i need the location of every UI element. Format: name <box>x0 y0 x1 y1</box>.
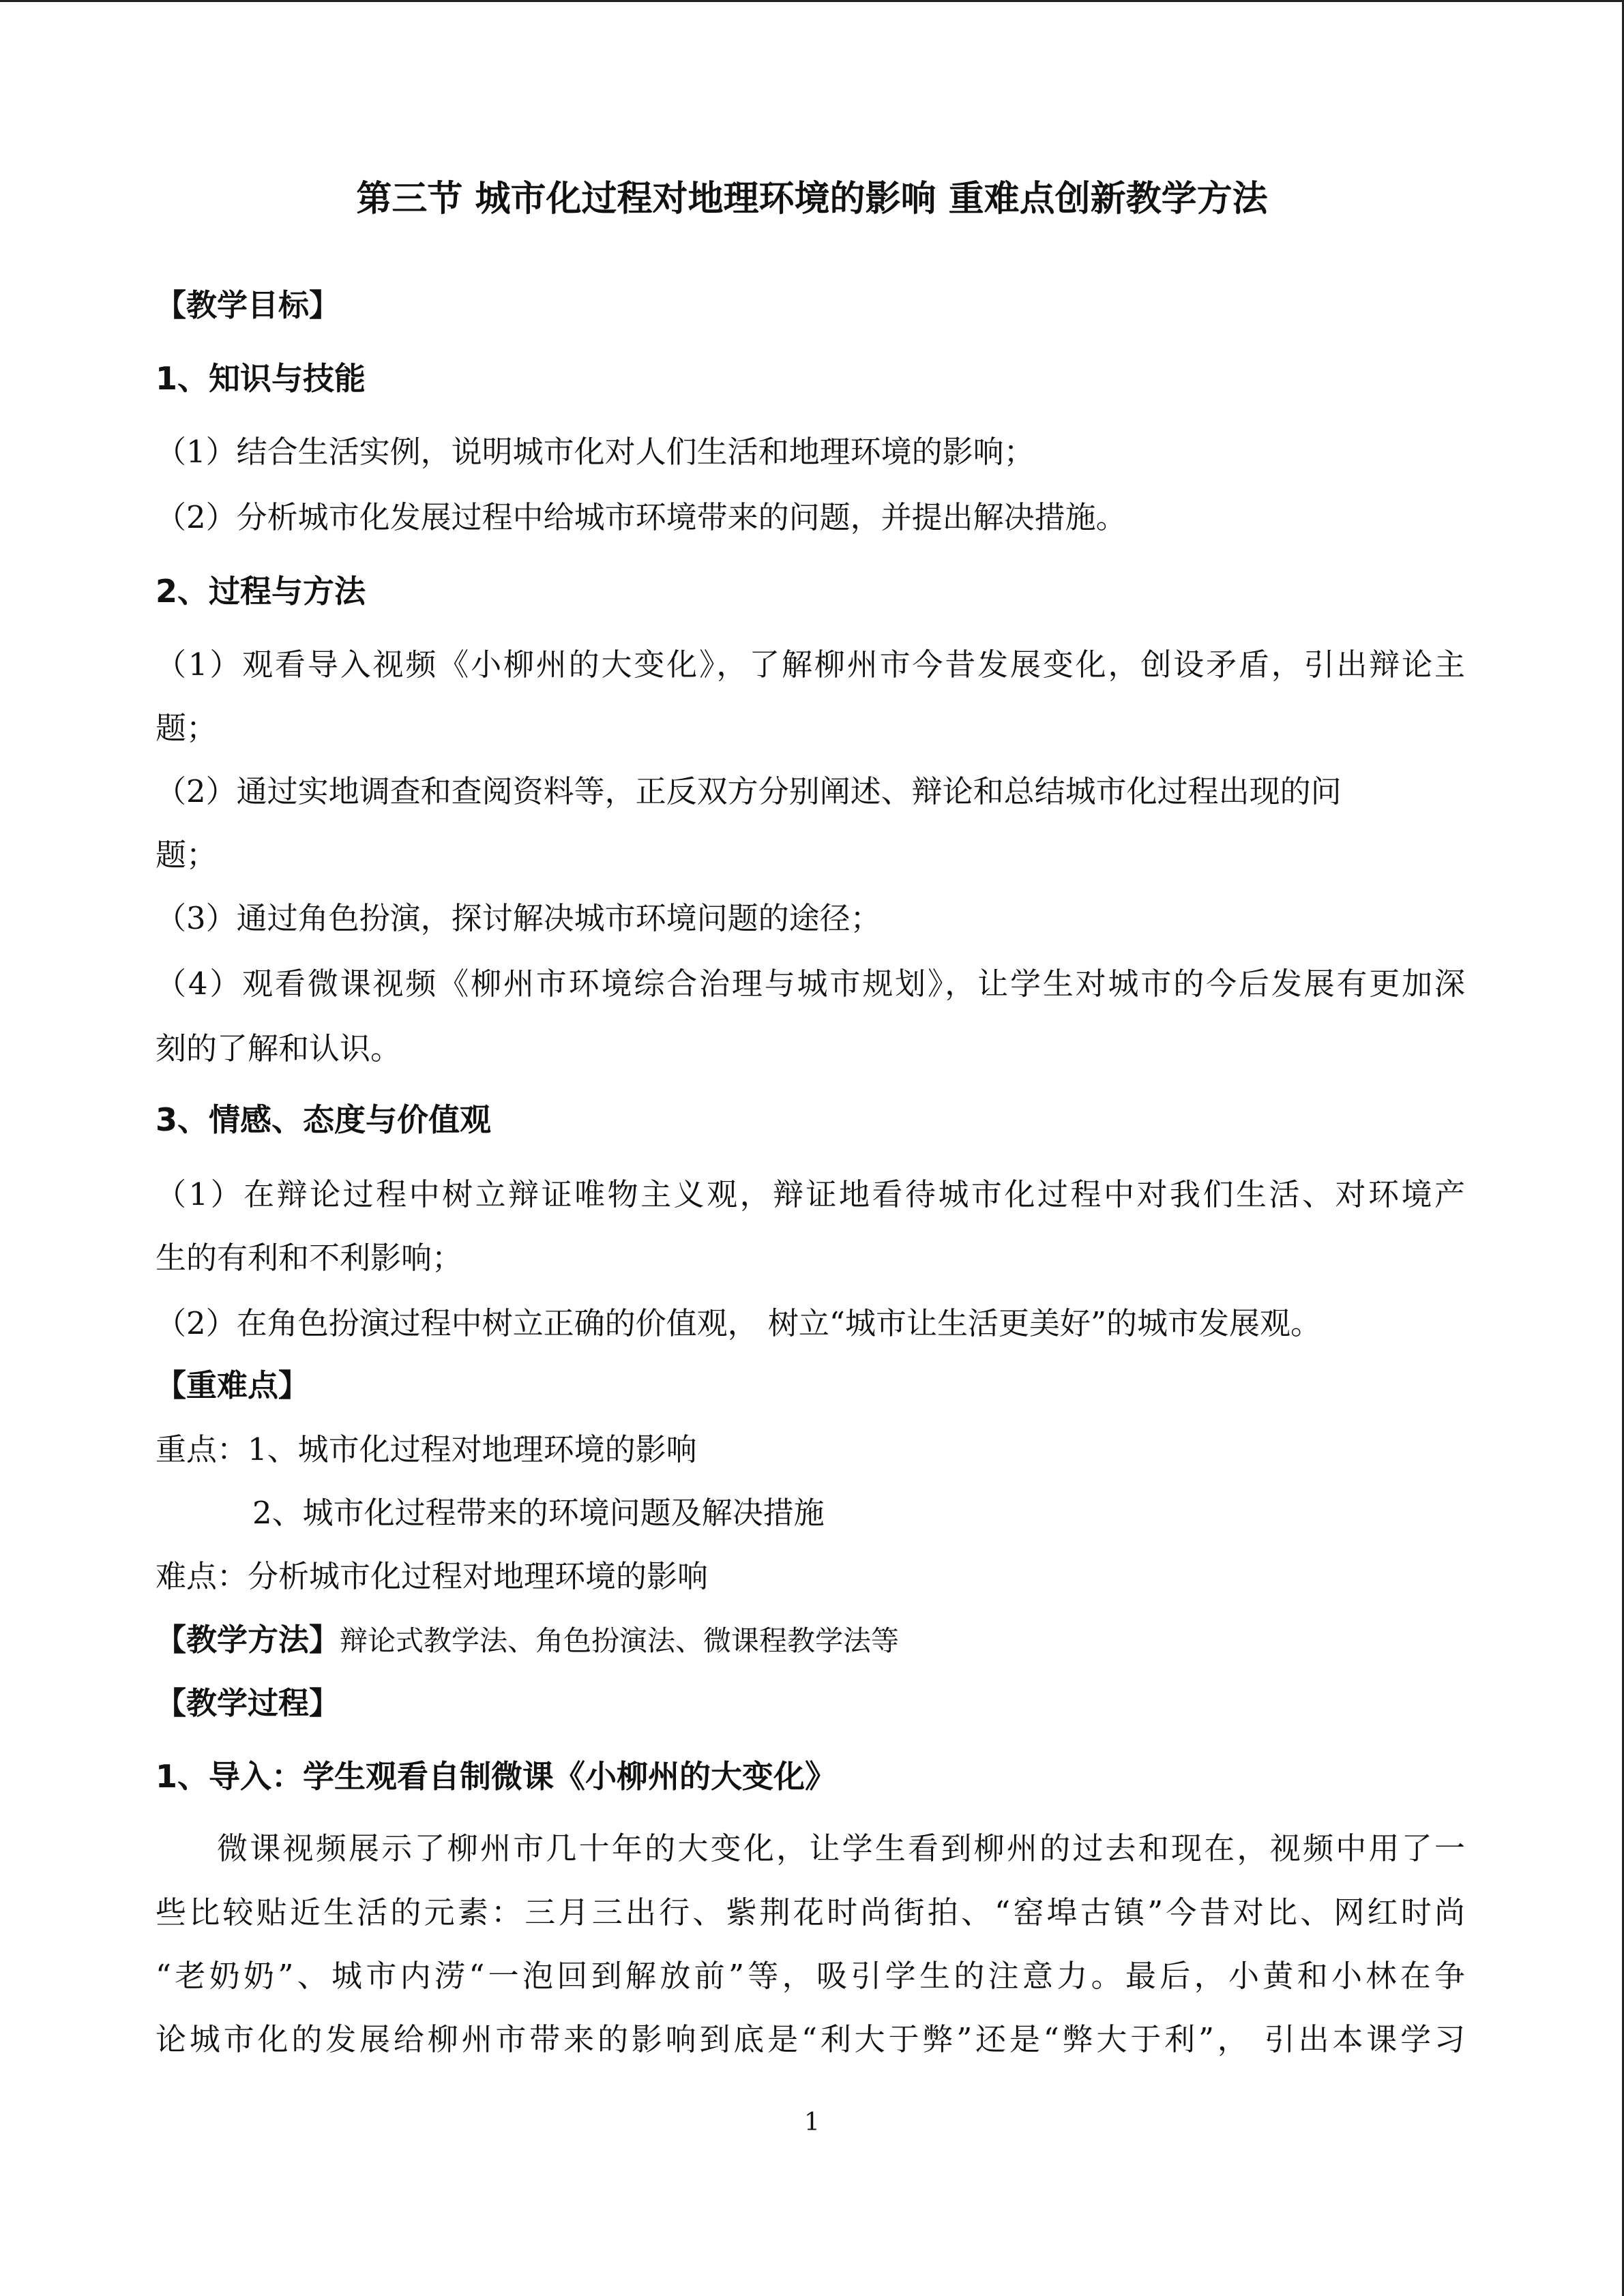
intro-paragraph-line-1: 微课视频展示了柳州市几十年的大变化，让学生看到柳州的过去和现在，视频中用了一 <box>217 1830 1465 1866</box>
key-point-2: 2、城市化过程带来的环境问题及解决措施 <box>252 1495 825 1531</box>
knowledge-item-2: （2）分析城市化发展过程中给城市环境带来的问题，并提出解决措施。 <box>156 499 1127 535</box>
key-point-1: 重点：1、城市化过程对地理环境的影响 <box>156 1431 697 1467</box>
process-item-3: （3）通过角色扮演，探讨解决城市环境问题的途径； <box>156 900 881 936</box>
teaching-methods-label: 【教学方法】 <box>156 1622 340 1658</box>
teaching-methods-text: 辩论式教学法、角色扮演法、微课程教学法等 <box>340 1624 900 1657</box>
intro-paragraph-line-3: “老奶奶”、城市内涝“一泡回到解放前”等，吸引学生的注意力。最后，小黄和小林在争 <box>156 1958 1465 1994</box>
document-title: 第三节 城市化过程对地理环境的影响 重难点创新教学方法 <box>356 179 1268 220</box>
process-item-1-line-2: 题； <box>156 710 218 746</box>
values-item-1-line-2: 生的有利和不利影响； <box>156 1240 463 1276</box>
process-item-4-line-2: 刻的了解和认识。 <box>156 1030 402 1067</box>
knowledge-item-1: （1）结合生活实例，说明城市化对人们生活和地理环境的影响； <box>156 434 1035 470</box>
teaching-methods <box>156 1620 899 1661</box>
section-values-heading: 3、情感、态度与价值观 <box>156 1101 492 1138</box>
difficult-point: 难点：分析城市化过程对地理环境的影响 <box>156 1558 709 1594</box>
values-item-1-line-1: （1）在辩论过程中树立辩证唯物主义观，辩证地看待城市化过程中对我们生活、对环境产 <box>156 1176 1465 1212</box>
section-process-method-heading: 2、过程与方法 <box>156 573 366 610</box>
intro-paragraph-line-4: 论城市化的发展给柳州市带来的影响到底是“利大于弊”还是“弊大于利”， 引出本课学习 <box>156 2021 1465 2057</box>
process-item-2-line-2: 题； <box>156 837 218 873</box>
objectives-heading: 【教学目标】 <box>156 287 340 323</box>
page-number: 1 <box>804 2108 820 2136</box>
process-item-4-line-1: （4）观看微课视频《柳州市环境综合治理与城市规划》，让学生对城市的今后发展有更加深 <box>156 966 1465 1002</box>
intro-section-heading: 1、导入：学生观看自制微课《小柳州的大变化》 <box>156 1758 837 1795</box>
values-item-2: （2）在角色扮演过程中树立正确的价值观， 树立“城市让生活更美好”的城市发展观。 <box>156 1305 1321 1341</box>
key-points-heading: 【重难点】 <box>156 1367 310 1403</box>
process-item-1-line-1: （1）观看导入视频《小柳州的大变化》，了解柳州市今昔发展变化，创设矛盾，引出辩论主 <box>156 646 1465 683</box>
intro-paragraph-line-2: 些比较贴近生活的元素：三月三出行、紫荆花时尚街拍、“窑埠古镇”今昔对比、网红时尚 <box>156 1894 1465 1930</box>
section-knowledge-heading: 1、知识与技能 <box>156 360 366 397</box>
process-item-2-line-1: （2）通过实地调查和查阅资料等，正反双方分别阐述、辩论和总结城市化过程出现的问 <box>156 773 1342 809</box>
teaching-process-heading: 【教学过程】 <box>156 1685 340 1721</box>
